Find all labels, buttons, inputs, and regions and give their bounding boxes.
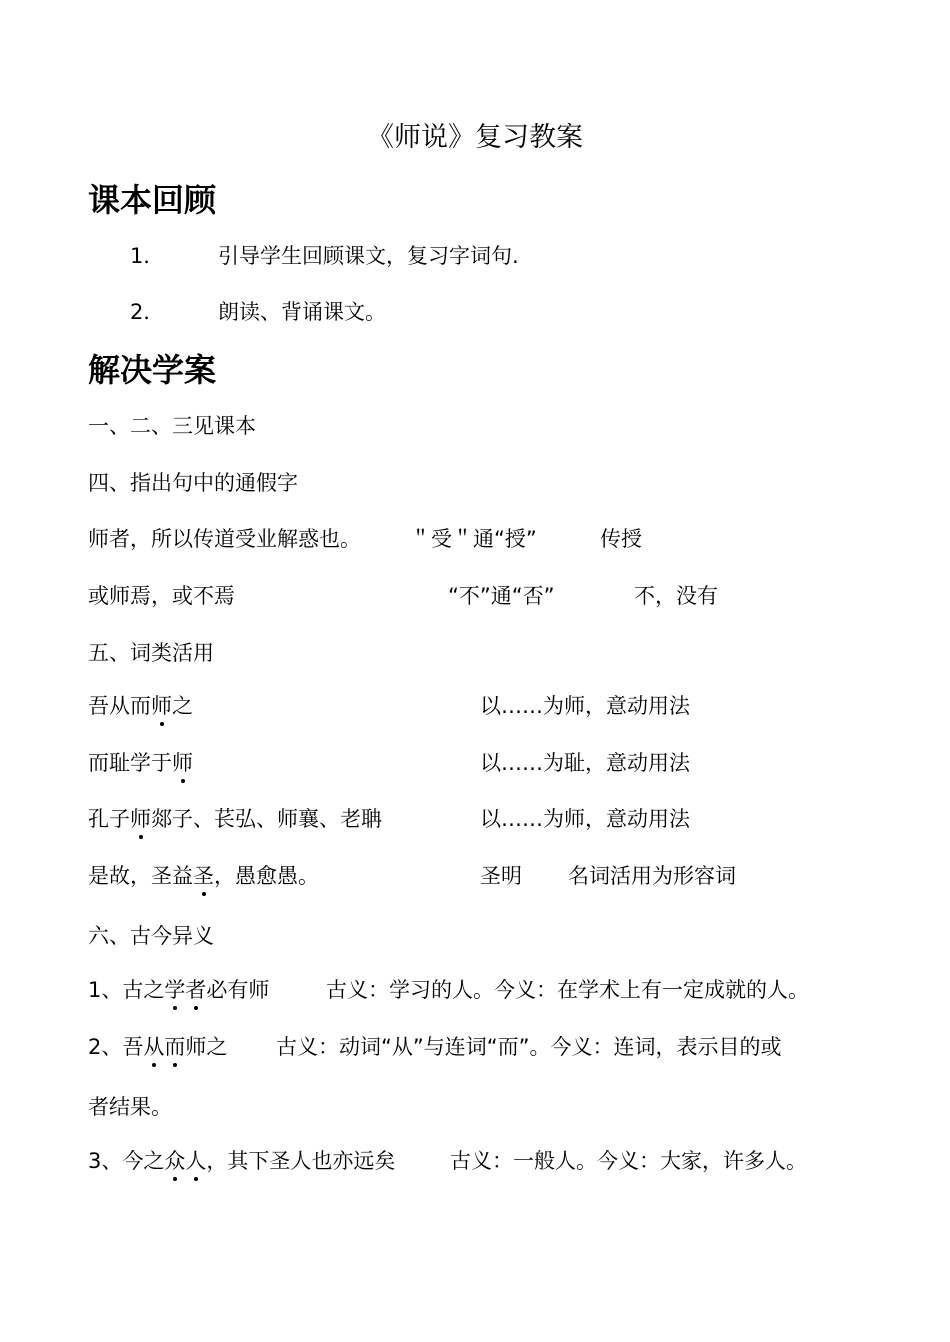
emphasized-char: 众 bbox=[164, 1149, 186, 1173]
cilei-sentence bbox=[88, 749, 193, 777]
text-segment: 1、古之 bbox=[88, 978, 165, 1002]
cilei-sentence bbox=[88, 692, 193, 720]
cilei-explain: 以……为师，意动用法 bbox=[480, 694, 690, 718]
cilei-explain: 以……为师，意动用法 bbox=[480, 807, 690, 831]
emphasized-char: 师 bbox=[151, 694, 172, 718]
tongjia-meaning: 不，没有 bbox=[634, 584, 718, 608]
section-heading-review: 课本回顾 bbox=[88, 181, 217, 219]
list-item: 引导学生回顾课文，复习字词句. bbox=[218, 244, 519, 268]
emphasized-char: 人 bbox=[185, 1149, 207, 1173]
emphasized-char: 学 bbox=[164, 978, 186, 1002]
gujin-explain-continued: 者结果。 bbox=[88, 1095, 172, 1119]
list-number: 1． bbox=[130, 244, 165, 268]
text-segment: 必有师 bbox=[206, 978, 270, 1002]
tongjia-sentence: 师者，所以传道受业解惑也。 bbox=[88, 527, 361, 551]
intro-line: 一、二、三见课本 bbox=[88, 414, 256, 438]
text-segment: 师之 bbox=[185, 1035, 228, 1059]
emphasized-char: 圣 bbox=[193, 864, 214, 888]
section-heading-solution: 解决学案 bbox=[88, 351, 217, 389]
subheading-tongjia: 四、指出句中的通假字 bbox=[88, 471, 298, 495]
gujin-sentence bbox=[88, 1033, 227, 1061]
cilei-explain: 圣明 bbox=[480, 864, 522, 888]
cilei-sentence bbox=[88, 862, 319, 890]
cilei-sentence bbox=[88, 805, 382, 833]
emphasized-char: 师 bbox=[172, 751, 193, 775]
document-title: 《师说》复习教案 bbox=[367, 122, 583, 153]
list-item: 朗读、背诵课文。 bbox=[218, 300, 386, 324]
text-segment: 孔子 bbox=[88, 807, 130, 831]
tongjia-sentence: 或师焉，或不焉 bbox=[88, 584, 235, 608]
text-segment: 郯子、苌弘、师襄、老聃 bbox=[151, 807, 382, 831]
gujin-explain: 古义：学习的人。今义：在学术上有一定成就的人。 bbox=[326, 978, 809, 1002]
emphasized-char: 师 bbox=[130, 807, 151, 831]
text-segment: 是故，圣益 bbox=[88, 864, 193, 888]
gujin-sentence bbox=[88, 1147, 395, 1175]
tongjia-note: “不”通“否” bbox=[448, 584, 555, 608]
gujin-explain: 古义：动词“从”与连词“而”。今义：连词，表示目的或 bbox=[276, 1035, 782, 1059]
gujin-explain: 古义：一般人。今义：大家，许多人。 bbox=[450, 1149, 807, 1173]
subheading-gujin: 六、古今异义 bbox=[88, 924, 214, 948]
text-segment: 3、今之 bbox=[88, 1149, 165, 1173]
emphasized-char: 从 bbox=[143, 1035, 165, 1059]
subheading-cilei: 五、词类活用 bbox=[88, 641, 214, 665]
text-segment: 之 bbox=[172, 694, 193, 718]
emphasized-char: 者 bbox=[185, 978, 207, 1002]
text-segment: 吾从而 bbox=[88, 694, 151, 718]
text-segment: ，愚愈愚。 bbox=[214, 864, 319, 888]
cilei-explain-2: 名词活用为形容词 bbox=[568, 864, 736, 888]
tongjia-meaning: 传授 bbox=[600, 527, 642, 551]
gujin-sentence bbox=[88, 976, 269, 1004]
tongjia-note: ＂受＂通“授” bbox=[410, 527, 537, 551]
text-segment: 而耻学于 bbox=[88, 751, 172, 775]
text-segment: 2、吾 bbox=[88, 1035, 144, 1059]
emphasized-char: 而 bbox=[164, 1035, 186, 1059]
text-segment: ，其下圣人也亦远矣 bbox=[206, 1149, 396, 1173]
list-number: 2． bbox=[130, 300, 165, 324]
cilei-explain: 以……为耻，意动用法 bbox=[480, 751, 690, 775]
